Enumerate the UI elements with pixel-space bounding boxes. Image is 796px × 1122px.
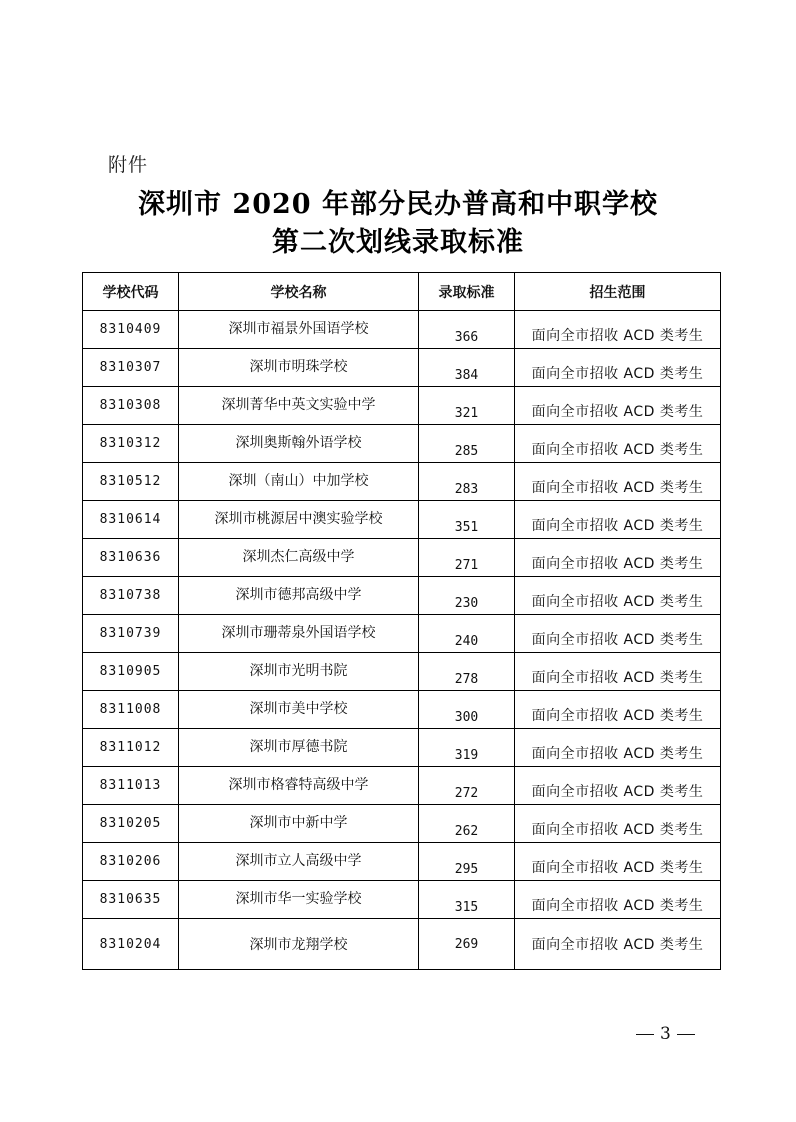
page-number-dash-right <box>677 1034 695 1035</box>
header-admission-score: 录取标准 <box>419 273 515 311</box>
table-header-row <box>83 273 721 311</box>
table-row <box>83 349 721 387</box>
school-code-cell: 8310204 <box>83 919 179 970</box>
admission-score-cell: 230 <box>419 577 515 615</box>
school-name-cell: 深圳市龙翔学校 <box>179 919 419 970</box>
table-row <box>83 653 721 691</box>
enrollment-scope-cell: 面向全市招收 ACD 类考生 <box>515 615 721 653</box>
school-name-cell: 深圳市格睿特高级中学 <box>179 767 419 805</box>
school-name-cell: 深圳市福景外国语学校 <box>179 311 419 349</box>
school-code-cell: 8311013 <box>83 767 179 805</box>
header-school-name: 学校名称 <box>179 273 419 311</box>
school-code-cell: 8310308 <box>83 387 179 425</box>
school-code-cell: 8310206 <box>83 843 179 881</box>
school-code-cell: 8310905 <box>83 653 179 691</box>
school-name-cell: 深圳菁华中英文实验中学 <box>179 387 419 425</box>
table-row <box>83 919 721 970</box>
admission-score-cell: 351 <box>419 501 515 539</box>
enrollment-scope-cell: 面向全市招收 ACD 类考生 <box>515 691 721 729</box>
enrollment-scope-cell: 面向全市招收 ACD 类考生 <box>515 729 721 767</box>
admission-score-cell: 269 <box>419 919 515 970</box>
admission-score-cell: 272 <box>419 767 515 805</box>
school-code-cell: 8310512 <box>83 463 179 501</box>
school-name-cell: 深圳市中新中学 <box>179 805 419 843</box>
school-code-cell: 8310635 <box>83 881 179 919</box>
admission-score-cell: 262 <box>419 805 515 843</box>
header-school-code: 学校代码 <box>83 273 179 311</box>
table-row <box>83 881 721 919</box>
school-name-cell: 深圳市立人高级中学 <box>179 843 419 881</box>
school-name-cell: 深圳市光明书院 <box>179 653 419 691</box>
table-row <box>83 311 721 349</box>
admission-score-cell: 300 <box>419 691 515 729</box>
school-code-cell: 8310738 <box>83 577 179 615</box>
enrollment-scope-cell: 面向全市招收 ACD 类考生 <box>515 539 721 577</box>
school-code-cell: 8311012 <box>83 729 179 767</box>
school-name-cell: 深圳市桃源居中澳实验学校 <box>179 501 419 539</box>
enrollment-scope-cell: 面向全市招收 ACD 类考生 <box>515 463 721 501</box>
header-enrollment-scope: 招生范围 <box>515 273 721 311</box>
table-row <box>83 767 721 805</box>
school-code-cell: 8310739 <box>83 615 179 653</box>
admission-score-cell: 319 <box>419 729 515 767</box>
school-name-cell: 深圳市华一实验学校 <box>179 881 419 919</box>
page-number-value: 3 <box>660 1024 671 1044</box>
table-row <box>83 539 721 577</box>
table-row <box>83 501 721 539</box>
enrollment-scope-cell: 面向全市招收 ACD 类考生 <box>515 653 721 691</box>
school-code-cell: 8310409 <box>83 311 179 349</box>
admission-score-cell: 240 <box>419 615 515 653</box>
table-row <box>83 729 721 767</box>
enrollment-scope-cell: 面向全市招收 ACD 类考生 <box>515 425 721 463</box>
admission-score-cell: 321 <box>419 387 515 425</box>
enrollment-scope-cell: 面向全市招收 ACD 类考生 <box>515 501 721 539</box>
school-code-cell: 8310312 <box>83 425 179 463</box>
admission-score-cell: 285 <box>419 425 515 463</box>
admission-score-cell: 283 <box>419 463 515 501</box>
admission-score-cell: 366 <box>419 311 515 349</box>
school-code-cell: 8310636 <box>83 539 179 577</box>
document-title-line-2: 第二次划线录取标准 <box>272 227 524 258</box>
enrollment-scope-cell: 面向全市招收 ACD 类考生 <box>515 919 721 970</box>
school-name-cell: 深圳市珊蒂泉外国语学校 <box>179 615 419 653</box>
school-code-cell: 8310614 <box>83 501 179 539</box>
admission-score-cell: 295 <box>419 843 515 881</box>
school-name-cell: 深圳市德邦高级中学 <box>179 577 419 615</box>
enrollment-scope-cell: 面向全市招收 ACD 类考生 <box>515 805 721 843</box>
school-name-cell: 深圳市厚德书院 <box>179 729 419 767</box>
enrollment-scope-cell: 面向全市招收 ACD 类考生 <box>515 349 721 387</box>
page-number <box>630 1024 701 1044</box>
table-row <box>83 805 721 843</box>
table-row <box>83 425 721 463</box>
table-row <box>83 615 721 653</box>
admission-score-cell: 315 <box>419 881 515 919</box>
table-row <box>83 387 721 425</box>
school-name-cell: 深圳市美中学校 <box>179 691 419 729</box>
table-row <box>83 463 721 501</box>
school-code-cell: 8310307 <box>83 349 179 387</box>
enrollment-scope-cell: 面向全市招收 ACD 类考生 <box>515 881 721 919</box>
page-number-dash-left <box>636 1034 654 1035</box>
school-code-cell: 8310205 <box>83 805 179 843</box>
admissions-table <box>82 272 721 970</box>
enrollment-scope-cell: 面向全市招收 ACD 类考生 <box>515 767 721 805</box>
table-row <box>83 691 721 729</box>
enrollment-scope-cell: 面向全市招收 ACD 类考生 <box>515 311 721 349</box>
school-name-cell: 深圳杰仁高级中学 <box>179 539 419 577</box>
school-name-cell: 深圳（南山）中加学校 <box>179 463 419 501</box>
attachment-label: 附件 <box>108 154 149 176</box>
school-name-cell: 深圳奥斯翰外语学校 <box>179 425 419 463</box>
school-code-cell: 8311008 <box>83 691 179 729</box>
document-title-line-1: 深圳市 2020 年部分民办普高和中职学校 <box>138 189 658 220</box>
table-row <box>83 577 721 615</box>
enrollment-scope-cell: 面向全市招收 ACD 类考生 <box>515 387 721 425</box>
admission-score-cell: 271 <box>419 539 515 577</box>
school-name-cell: 深圳市明珠学校 <box>179 349 419 387</box>
admission-score-cell: 278 <box>419 653 515 691</box>
enrollment-scope-cell: 面向全市招收 ACD 类考生 <box>515 577 721 615</box>
enrollment-scope-cell: 面向全市招收 ACD 类考生 <box>515 843 721 881</box>
admission-score-cell: 384 <box>419 349 515 387</box>
table-row <box>83 843 721 881</box>
